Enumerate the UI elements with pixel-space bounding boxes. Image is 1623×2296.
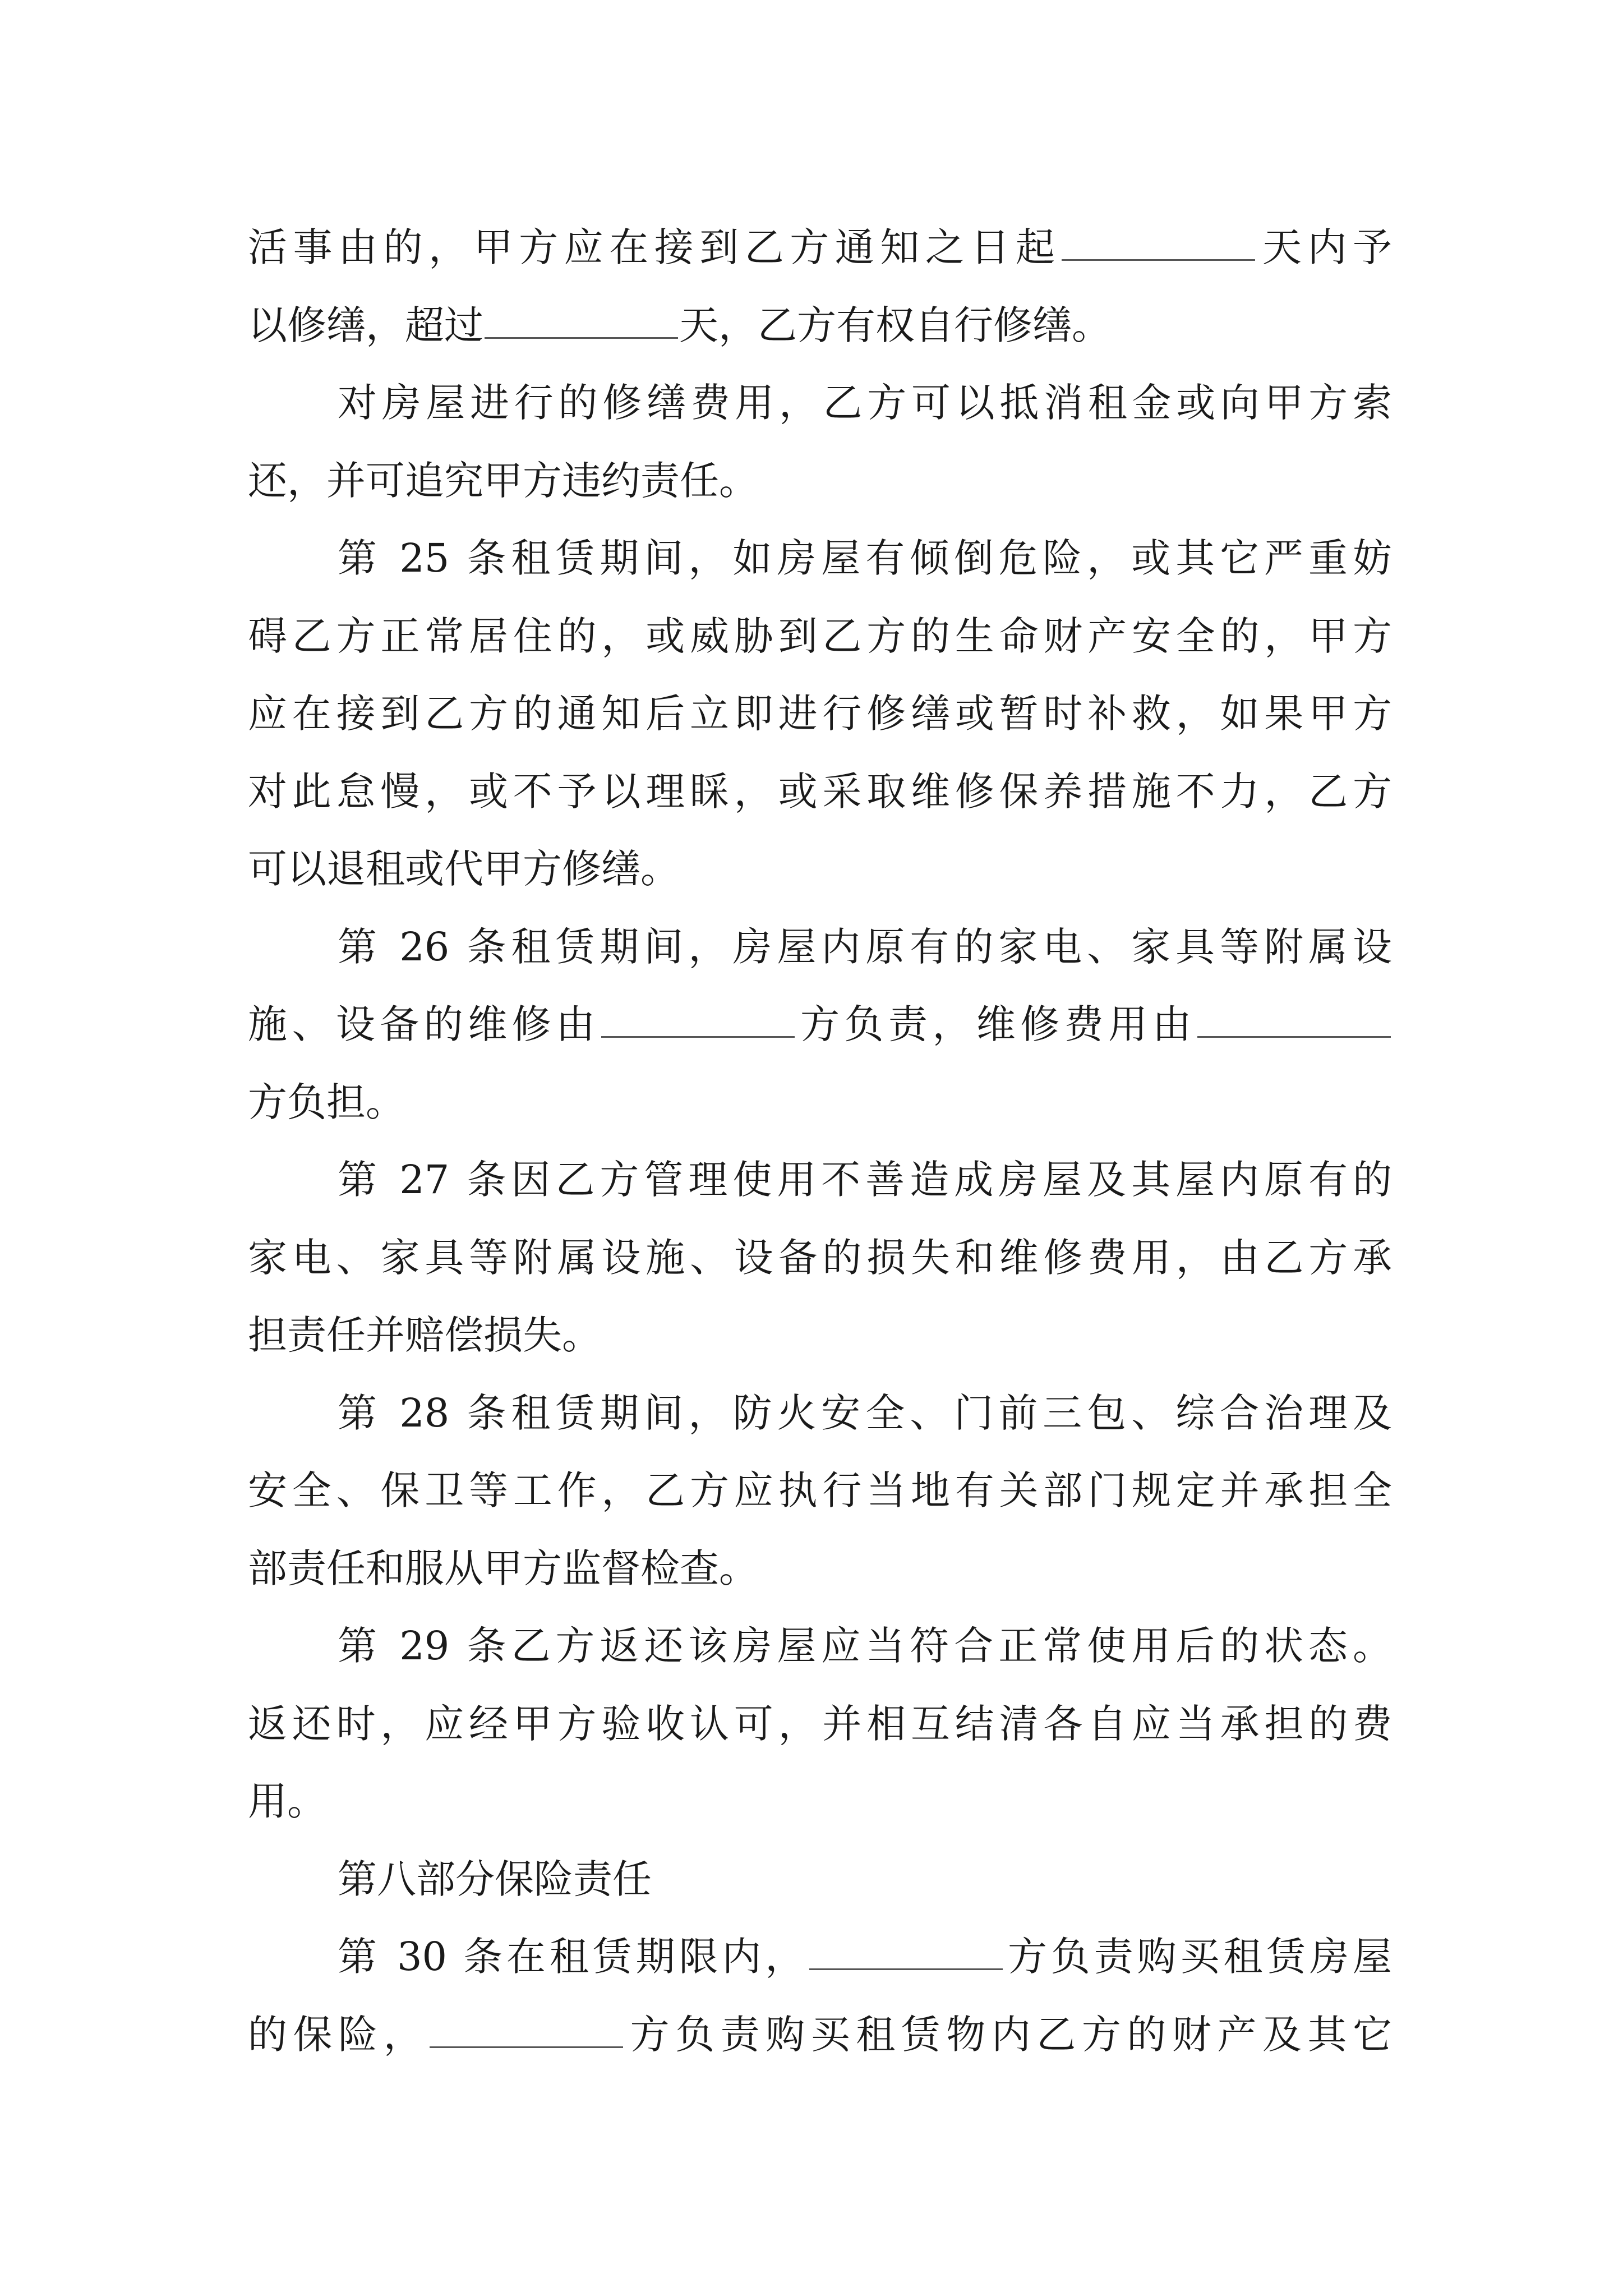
text-line: 方负担。 bbox=[248, 1079, 405, 1125]
text-line: 对此怠慢，或不予以理睬，或采取维修保养措施不力，乙方 bbox=[248, 768, 1392, 815]
article-30-heading-line: 第 30 条在租赁期限内， 方负责购买租赁房屋 bbox=[248, 1918, 1392, 1996]
article-29-heading-line: 第 29 条乙方返还该房屋应当符合正常使用后的状态。 bbox=[338, 1623, 1392, 1669]
text-line: 部责任和服从甲方监督检查。 bbox=[248, 1545, 758, 1591]
text-line: 活事由的，甲方应在接到乙方通知之日起 天内予 bbox=[248, 209, 1392, 287]
article-25-heading-line: 第 25 条租赁期间，如房屋有倾倒危险，或其它严重妨 bbox=[338, 535, 1392, 581]
text-line: 的保险， 方负责购买租赁物内乙方的财产及其它 bbox=[248, 1996, 1392, 2074]
paragraph-first-line: 对房屋进行的修缮费用，乙方可以抵消租金或向甲方索 bbox=[338, 380, 1392, 426]
fill-in-blank bbox=[601, 997, 795, 1038]
fill-in-blank bbox=[809, 1929, 1003, 1970]
text-line: 还，并可追究甲方违约责任。 bbox=[248, 457, 758, 504]
article-26-heading-line: 第 26 条租赁期间，房屋内原有的家电、家具等附属设 bbox=[338, 923, 1392, 970]
fill-in-blank bbox=[430, 2007, 623, 2048]
text-line: 用。 bbox=[248, 1778, 326, 1824]
text-line: 可以退租或代甲方修缮。 bbox=[248, 846, 680, 892]
text-line: 施、设备的维修由 方负责，维修费用由 bbox=[248, 986, 1392, 1064]
fill-in-blank bbox=[485, 298, 678, 339]
fill-in-blank bbox=[1062, 220, 1255, 261]
text-line: 担责任并赔偿损失。 bbox=[248, 1312, 601, 1358]
text-line: 应在接到乙方的通知后立即进行修缮或暂时补救，如果甲方 bbox=[248, 691, 1392, 737]
section-heading-insurance: 第八部分保险责任 bbox=[338, 1856, 652, 1902]
article-28-heading-line: 第 28 条租赁期间，防火安全、门前三包、综合治理及 bbox=[338, 1389, 1392, 1436]
text-line: 以修缮，超过 天，乙方有权自行修缮。 bbox=[248, 287, 1392, 365]
text-line: 碍乙方正常居住的，或威胁到乙方的生命财产安全的，甲方 bbox=[248, 613, 1392, 659]
fill-in-blank bbox=[1197, 997, 1391, 1038]
text-line: 安全、保卫等工作，乙方应执行当地有关部门规定并承担全 bbox=[248, 1467, 1392, 1513]
contract-text bbox=[248, 209, 1392, 2073]
text-line: 返还时，应经甲方验收认可，并相互结清各自应当承担的费 bbox=[248, 1700, 1392, 1747]
text-line: 家电、家具等附属设施、设备的损失和维修费用，由乙方承 bbox=[248, 1234, 1392, 1281]
article-27-heading-line: 第 27 条因乙方管理使用不善造成房屋及其屋内原有的 bbox=[338, 1157, 1392, 1203]
